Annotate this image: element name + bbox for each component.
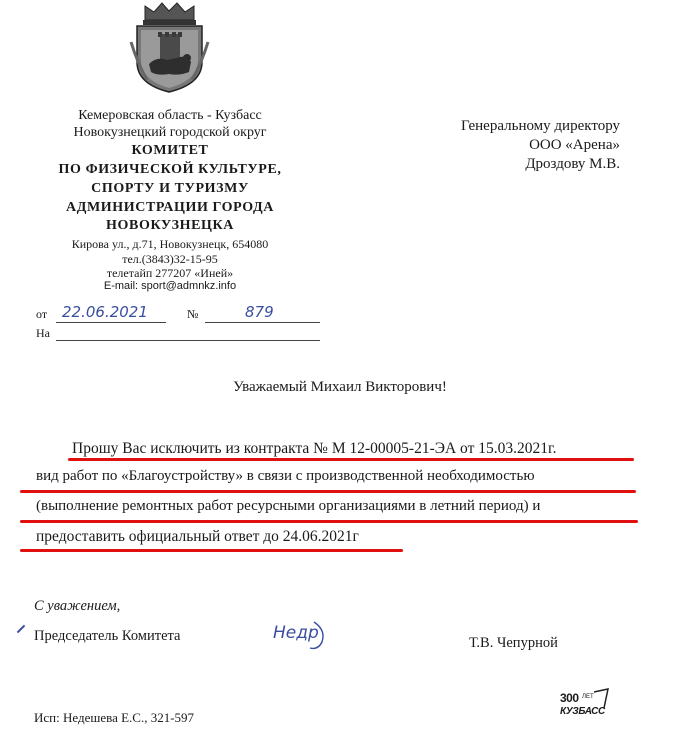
ref-number: 879 [245, 303, 274, 321]
ref-from-label: от [36, 307, 48, 321]
sender-district: Новокузнецкий городской округ [73, 125, 267, 140]
body-line-2: вид работ по «Благоустройству» в связи с производственной необходимостью [36, 468, 535, 484]
sender-org-line-4: АДМИНИСТРАЦИИ ГОРОДА [66, 200, 274, 215]
recipient-line-1: Генеральному директору [460, 118, 620, 134]
sender-org-line-5: НОВОКУЗНЕЦКА [106, 218, 234, 233]
sender-org-line-2: ПО ФИЗИЧЕСКОЙ КУЛЬТУРЕ, [58, 162, 282, 177]
ref-na-label: На [36, 326, 50, 340]
ref-date: 22.06.2021 [62, 303, 148, 321]
sender-phone: тел.(3843)32-15-95 [122, 252, 218, 266]
sender-teletype: телетайп 277207 «Иней» [106, 266, 234, 280]
kuzbass-300-logo [560, 688, 620, 724]
executor: Исп: Недешева Е.С., 321-597 [34, 710, 195, 725]
signatory-name: Т.В. Чепурной [469, 635, 558, 651]
red-underline-2 [20, 490, 636, 493]
red-underline-4 [20, 549, 403, 552]
body-line-1: Прошу Вас исключить из контракта № М 12-00005-21-ЭА от 15.03.2021г. [72, 440, 557, 457]
sender-region: Кемеровская область - Кузбасс [78, 108, 262, 123]
logo-300: 300 [560, 691, 579, 705]
ref-number-label: № [187, 307, 199, 321]
sender-email: E-mail: sport@admnkz.info [103, 280, 237, 292]
closing: С уважением, [34, 598, 121, 614]
ref-na-line [56, 340, 320, 341]
body-line-3: (выполнение ремонтных работ ресурсными организациями в летний период) и [36, 498, 541, 514]
logo-kuzbass: КУЗБАСС [560, 706, 605, 717]
logo-let: ЛЕТ [582, 694, 594, 700]
body-line-4: предоставить официальный ответ до 24.06.2021г [36, 528, 359, 545]
sender-org-line-3: СПОРТУ И ТУРИЗМУ [91, 181, 249, 196]
ref-date-line [56, 322, 166, 323]
sender-address: Кирова ул., д.71, Новокузнецк, 654080 [71, 237, 269, 251]
city-coat-of-arms-icon [127, 2, 212, 94]
signature-stroke-icon [270, 618, 340, 652]
salutation: Уважаемый Михаил Викторович! [233, 379, 447, 395]
recipient-line-2: ООО «Арена» [529, 137, 620, 153]
signature: Недр [273, 623, 319, 643]
recipient-line-3: Дроздову М.В. [525, 156, 620, 172]
sender-org-line-1: КОМИТЕТ [131, 143, 209, 158]
red-underline-3 [20, 520, 638, 523]
ref-number-line [205, 322, 320, 323]
signatory-title: Председатель Комитета [34, 628, 181, 644]
red-underline-1 [68, 458, 634, 461]
pen-mark [17, 625, 25, 633]
